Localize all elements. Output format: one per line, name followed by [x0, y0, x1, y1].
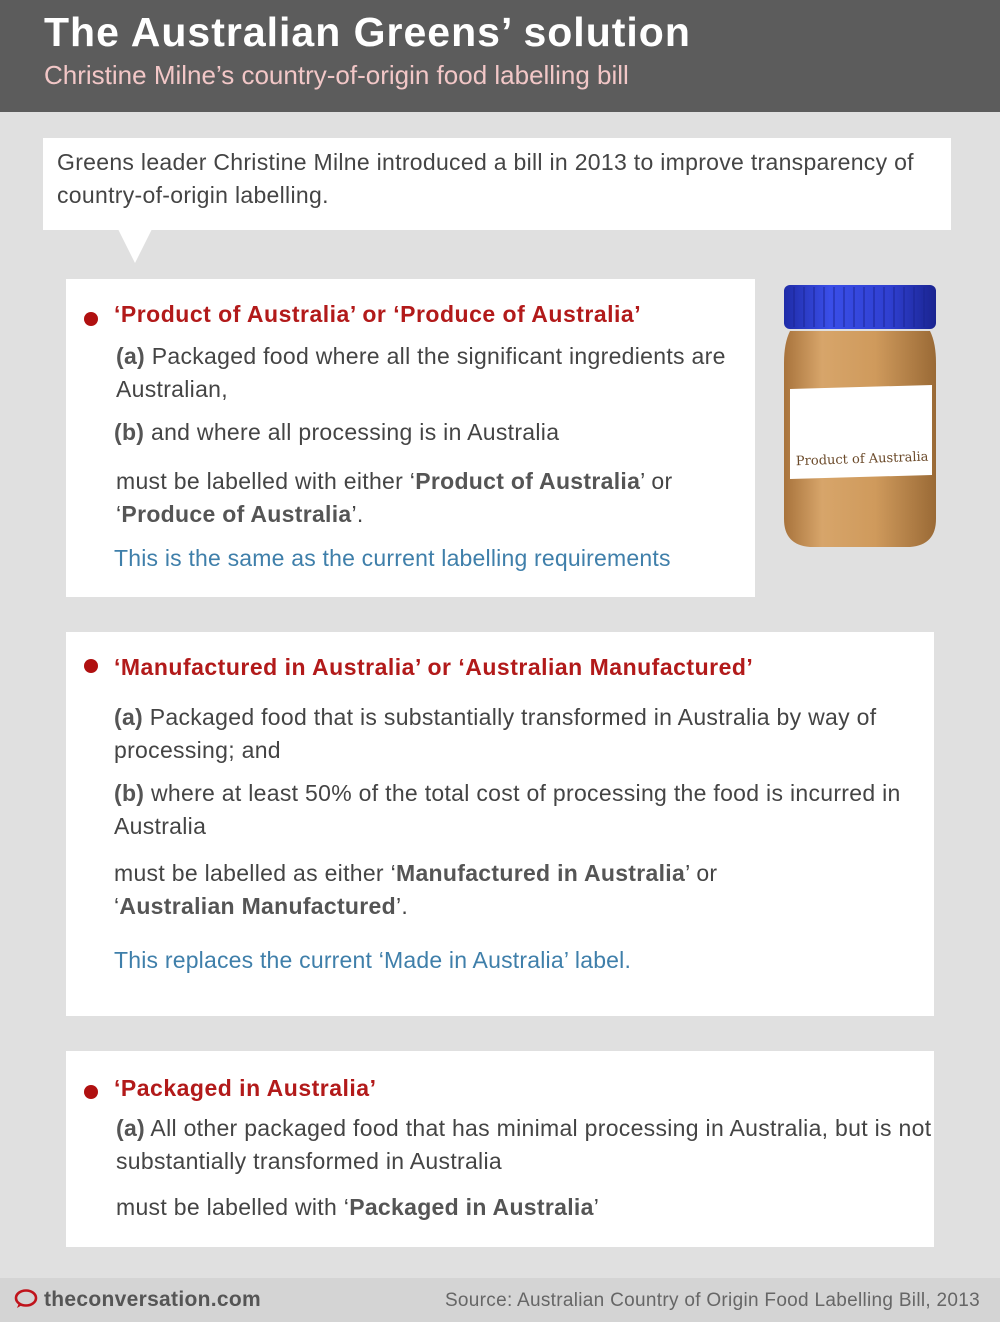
must-prefix: must be labelled with either ‘ — [116, 468, 416, 494]
must-prefix: must be labelled as either ‘ — [114, 860, 396, 886]
speech-bubble-icon — [14, 1289, 38, 1309]
site-name: theconversation.com — [44, 1288, 261, 1311]
item-marker: (b) — [114, 419, 145, 445]
must-suffix: ’. — [395, 893, 409, 919]
section-must-text — [116, 1191, 876, 1224]
intro-text: Greens leader Christine Milne introduced a bill in 2013 to improve transparency of country-of-origin labelling. — [57, 149, 914, 208]
section-card-product — [66, 279, 755, 597]
bullet-icon — [84, 312, 98, 326]
peanut-butter-jar-illustration — [780, 283, 940, 549]
section-item-a — [114, 701, 932, 767]
must-middle: ’ or ‘ — [114, 860, 718, 919]
page-footer — [0, 1278, 1000, 1322]
speech-bubble-tail — [118, 229, 152, 263]
item-text: and where all processing is in Australia — [144, 419, 560, 445]
item-marker: (a) — [116, 343, 146, 369]
section-card-manufactured — [66, 632, 934, 1016]
source-credit: Source: Australian Country of Origin Food Labelling Bill, 2013 — [444, 1290, 980, 1311]
section-heading: ‘Manufactured in Australia’ or ‘Australian Manufactured’ — [114, 654, 754, 680]
must-prefix: must be labelled with ‘ — [116, 1194, 350, 1220]
label-name: Australian Manufactured — [119, 893, 396, 919]
page-subtitle: Christine Milne’s country-of-origin food labelling bill — [44, 60, 629, 90]
item-text: Packaged food that is substantially transformed in Australia by way of processing; and — [114, 704, 877, 763]
section-item-a — [116, 340, 736, 406]
section-must-text — [114, 857, 814, 923]
section-item-b — [114, 777, 932, 843]
section-item-a — [116, 1112, 932, 1178]
section-heading: ‘Packaged in Australia’ — [114, 1075, 377, 1101]
item-marker: (a) — [116, 1115, 146, 1141]
jar-label-text: Product of Australia — [795, 449, 929, 470]
page-title: The Australian Greens’ solution — [44, 9, 691, 55]
item-text: where at least 50% of the total cost of processing the food is incurred in Australia — [114, 780, 901, 839]
section-note: This is the same as the current labelling requirements — [114, 545, 671, 571]
site-logo[interactable] — [14, 1288, 261, 1312]
label-name: Product of Australia — [415, 468, 641, 494]
label-name: Manufactured in Australia — [396, 860, 686, 886]
section-must-text — [116, 465, 736, 531]
page-header — [0, 0, 1000, 112]
must-suffix: ’ — [593, 1194, 600, 1220]
must-middle: ’ or ‘ — [116, 468, 673, 527]
item-marker: (a) — [114, 704, 144, 730]
item-text: Packaged food where all the significant ingredients are Australian, — [116, 343, 726, 402]
must-suffix: ’. — [351, 501, 364, 527]
label-name: Produce of Australia — [121, 501, 352, 527]
bullet-icon — [84, 1085, 98, 1099]
item-text: All other packaged food that has minimal processing in Australia, but is not substantially transformed in Australia — [116, 1115, 932, 1174]
label-name: Packaged in Australia — [349, 1194, 594, 1220]
section-heading: ‘Product of Australia’ or ‘Produce of Australia’ — [114, 301, 642, 327]
section-item-b — [114, 416, 734, 449]
item-marker: (b) — [114, 780, 145, 806]
intro-bubble — [43, 138, 951, 230]
section-card-packaged — [66, 1051, 934, 1247]
bullet-icon — [84, 659, 98, 673]
section-note: This replaces the current ‘Made in Australia’ label. — [114, 947, 632, 973]
